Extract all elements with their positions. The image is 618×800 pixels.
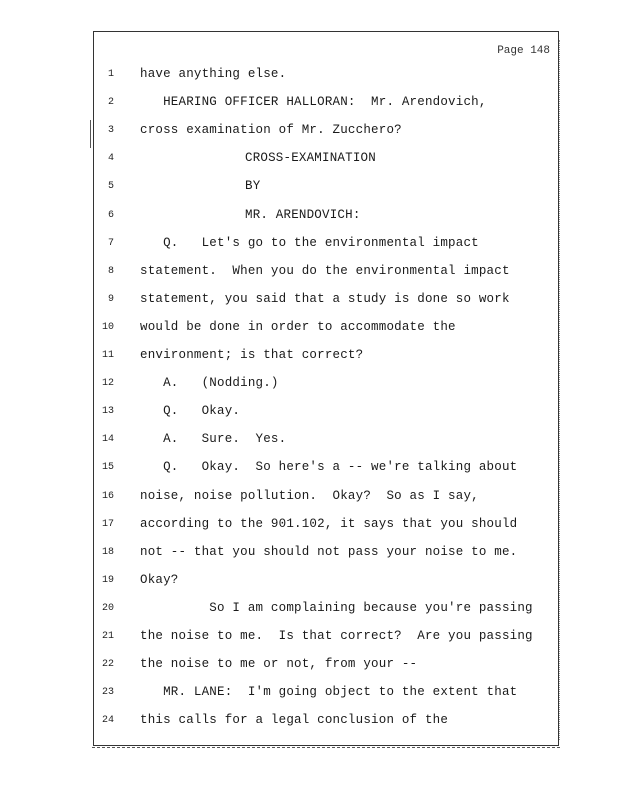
line-number: 4 [107,153,114,165]
line-text: So I am complaining because you're passing [140,600,533,615]
line-number: 24 [101,715,114,727]
line-text: MR. LANE: I'm going object to the extent that [140,685,518,700]
line-text: cross examination of Mr. Zucchero? [140,123,402,138]
page-number: Page 148 [497,45,550,57]
line-text: statement. When you do the environmental impact [140,263,510,278]
line-text: Okay? [140,572,179,587]
line-number: 15 [101,462,114,474]
line-text: Q. Let's go to the environmental impact [140,235,479,250]
line-text: HEARING OFFICER HALLORAN: Mr. Arendovich, [140,95,487,110]
line-number: 13 [101,406,114,418]
line-number: 3 [107,125,114,137]
line-text: the noise to me. Is that correct? Are you passing [140,629,533,643]
line-text: not -- that you should not pass your noise to me. [140,544,518,559]
line-number: 17 [101,518,114,530]
line-text: A. (Nodding.) [140,376,279,391]
line-number: 21 [101,631,114,642]
line-number: 7 [107,237,114,249]
line-text: according to the 901.102, it says that you should [140,516,518,531]
line-text: Q. Okay. [140,404,241,419]
line-number: 2 [107,97,114,109]
line-number: 16 [101,490,114,502]
line-number: 18 [101,546,114,558]
line-text: BY [245,179,261,194]
line-text: A. Sure. Yes. [140,432,287,447]
line-number: 19 [101,574,114,586]
line-text: noise, noise pollution. Okay? So as I say, [140,488,479,503]
line-number: 12 [101,378,114,390]
line-number: 1 [107,69,114,80]
line-number: 22 [101,659,114,671]
line-text: statement, you said that a study is done so work [140,291,510,306]
line-text: environment; is that correct? [140,348,364,362]
line-number: 9 [107,293,114,305]
line-number: 8 [107,265,114,277]
line-text: this calls for a legal conclusion of the [140,713,449,728]
line-number: 14 [101,434,114,446]
line-text: would be done in order to accommodate the [140,319,456,334]
line-number: 6 [107,209,114,221]
transcript-page [93,31,559,746]
margin-tick [90,120,91,148]
line-text: CROSS-EXAMINATION [245,151,376,166]
line-text: MR. ARENDOVICH: [245,207,361,222]
line-number: 10 [101,321,114,333]
line-number: 5 [107,181,114,193]
line-number: 23 [101,687,114,699]
margin-line [559,40,560,740]
line-text: have anything else. [140,67,287,81]
page-bottom-rule [92,747,560,748]
line-text: the noise to me or not, from your -- [140,657,418,672]
line-number: 11 [101,350,114,361]
line-number: 20 [101,602,114,614]
line-text: Q. Okay. So here's a -- we're talking about [140,460,518,475]
